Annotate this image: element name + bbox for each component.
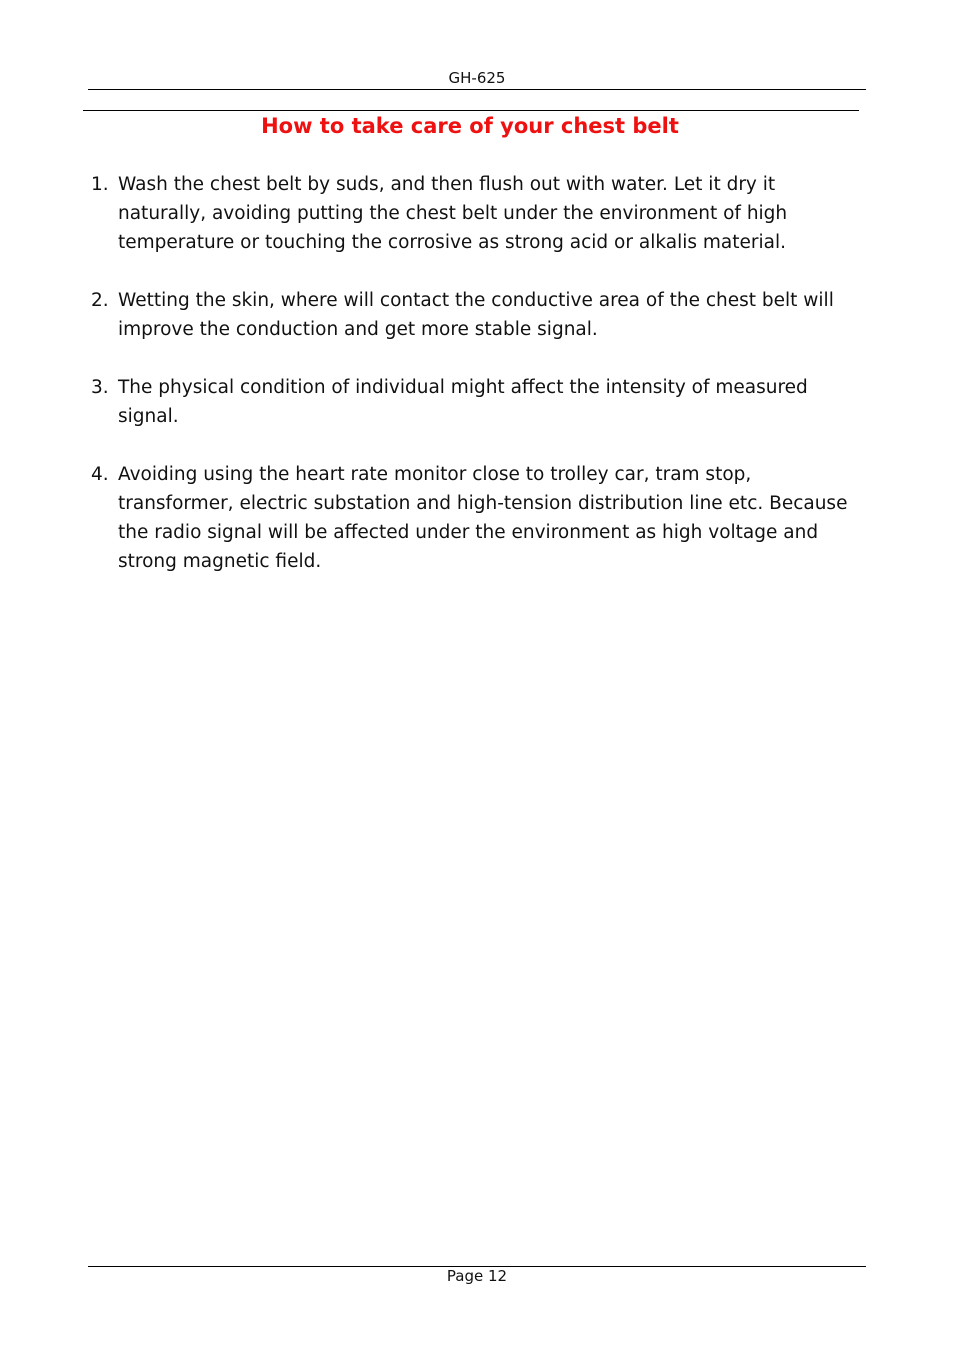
list-item [88,373,858,431]
list-item-number: 3. [91,377,109,398]
page-title: How to take care of your chest belt [261,114,679,138]
list-item [88,460,858,576]
list-item-number: 4. [91,464,109,485]
list-item-text: Wetting the skin, where will contact the conductive area of the chest belt will improve the conduction and get more stable signal. [118,290,834,340]
list-item [88,286,858,344]
list-item-number: 2. [91,290,109,311]
page-header-model: GH-625 [448,69,506,87]
list-item-text: Avoiding using the heart rate monitor close to trolley car, tram stop, transformer, electric substation and high-tension distribution line etc. Because the radio signal will be affected under the environment as high voltage and strong magnetic field. [118,464,848,572]
title-divider [83,110,859,111]
care-instructions-list [88,170,858,605]
page-number: Page 12 [446,1267,508,1285]
list-item-text: The physical condition of individual might affect the intensity of measured signal. [118,377,808,427]
header-divider [88,89,866,90]
list-item-number: 1. [91,174,109,195]
list-item-text: Wash the chest belt by suds, and then flush out with water. Let it dry it naturally, avoiding putting the chest belt under the environment of high temperature or touching the corrosive as strong acid or alkalis material. [118,174,788,253]
list-item [88,170,858,257]
